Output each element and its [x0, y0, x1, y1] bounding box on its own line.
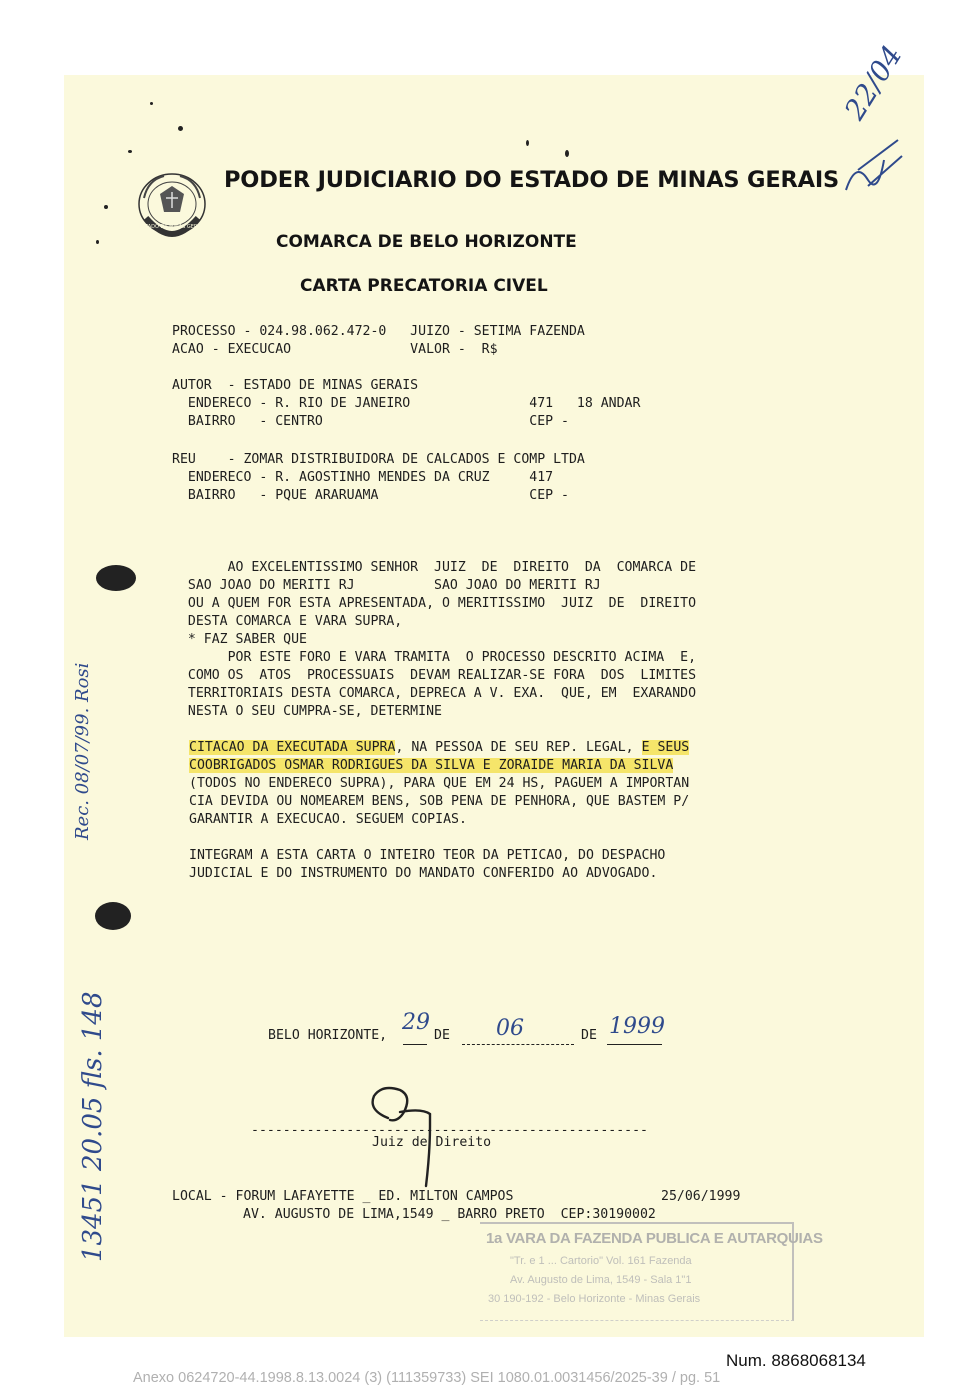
stamp-line: 30 190-192 - Belo Horizonte - Minas Gerais [488, 1293, 701, 1305]
body-line: JUDICIAL E DO INSTRUMENTO DO MANDATO CONFERIDO AO ADVOGADO. [189, 866, 658, 881]
speck [128, 150, 132, 153]
signature-line: -------------------------------------------------- [251, 1123, 648, 1138]
handwritten-day: 29 [402, 1010, 430, 1035]
handwritten-note-folio: 13451 20.05 fls. 148 [78, 991, 108, 1262]
handwritten-month: 06 [496, 1016, 524, 1041]
handwritten-scribble [838, 120, 908, 200]
body-line: INTEGRAM A ESTA CARTA O INTEIRO TEOR DA PETICAO, DO DESPACHO [189, 848, 666, 863]
autor-bairro: BAIRRO - CENTRO CEP - [172, 414, 569, 429]
document-number: Num. 8868068134 [726, 1351, 866, 1370]
acao-line: ACAO - EXECUCAO VALOR - R$ [172, 342, 498, 357]
body-line [189, 739, 689, 757]
court-stamp [480, 1222, 823, 1321]
year-underline [607, 1044, 662, 1045]
body-line: GARANTIR A EXECUCAO. SEGUEM COPIAS. [189, 812, 467, 827]
local-date: 25/06/1999 [661, 1189, 741, 1204]
date-de: DE [434, 1028, 450, 1043]
handwritten-year: 1999 [609, 1014, 665, 1039]
highlighted-text: CITACAO DA EXECUTADA SUPRA [189, 740, 396, 755]
handwritten-note-top: 22/04 [838, 39, 909, 126]
stamp-line: Av. Augusto de Lima, 1549 - Sala 1"1 [510, 1274, 692, 1286]
speck [565, 150, 569, 157]
body-line [189, 757, 673, 775]
punch-hole [96, 565, 136, 591]
coat-of-arms-seal [130, 168, 214, 244]
body-text: , NA PESSOA DE SEU REP. LEGAL, [395, 740, 642, 755]
speck [178, 126, 183, 131]
body-line: TERRITORIAIS DESTA COMARCA, DEPRECA A V. EXA. QUE, EM EXARANDO [172, 686, 697, 701]
autor-line: AUTOR - ESTADO DE MINAS GERAIS [172, 378, 419, 393]
local-address: AV. AUGUSTO DE LIMA,1549 _ BARRO PRETO CEP:30190002 [243, 1207, 656, 1222]
processo-line: PROCESSO - 024.98.062.472-0 JUIZO - SETIMA FAZENDA [172, 324, 585, 339]
body-line: (TODOS NO ENDERECO SUPRA), PARA QUE EM 24 HS, PAGUEM A IMPORTAN [189, 776, 690, 791]
body-line: NESTA O SEU CUMPRA-SE, DETERMINE [172, 704, 442, 719]
date-de: DE [581, 1028, 597, 1043]
speck [96, 240, 99, 244]
annex-reference: Anexo 0624720-44.1998.8.13.0024 (3) (111359733) SEI 1080.01.0031456/2025-39 / pg. 51 [133, 1370, 721, 1386]
document-type-heading: CARTA PRECATORIA CIVEL [300, 276, 548, 296]
stamp-title: 1a VARA DA FAZENDA PUBLICA E AUTARQUIAS [486, 1230, 823, 1247]
comarca-heading: COMARCA DE BELO HORIZONTE [276, 232, 577, 252]
body-line: COMO OS ATOS PROCESSUAIS DEVAM REALIZAR-SE FORA DOS LIMITES [172, 668, 697, 683]
highlighted-text: COOBRIGADOS OSMAR RODRIGUES DA SILVA E ZORAIDE MARIA DA SILVA [189, 758, 674, 773]
highlighted-text: E SEUS [641, 740, 690, 755]
body-line: AO EXCELENTISSIMO SENHOR JUIZ DE DIREITO DA COMARCA DE [172, 560, 697, 575]
speck [150, 102, 153, 105]
reu-endereco: ENDERECO - R. AGOSTINHO MENDES DA CRUZ 417 [172, 470, 554, 485]
body-line: * FAZ SABER QUE [172, 632, 307, 647]
stamp-line: "Tr. e 1 ... Cartorio" Vol. 161 Fazenda [510, 1255, 692, 1267]
reu-bairro: BAIRRO - PQUE ARARUAMA CEP - [172, 488, 569, 503]
body-line: CIA DEVIDA OU NOMEAREM BENS, SOB PENA DE PENHORA, QUE BASTEM P/ [189, 794, 690, 809]
handwritten-note-received: Rec. 08/07/99. Rosi [72, 662, 93, 840]
court-title: PODER JUDICIARIO DO ESTADO DE MINAS GERAIS [224, 167, 840, 193]
body-line: POR ESTE FORO E VARA TRAMITA O PROCESSO DESCRITO ACIMA E, [172, 650, 697, 665]
month-underline [462, 1044, 574, 1045]
seal-text: ESTADO DE MINAS GERAIS [138, 224, 206, 230]
reu-line: REU - ZOMAR DISTRIBUIDORA DE CALCADOS E COMP LTDA [172, 452, 585, 467]
speck [104, 205, 108, 209]
body-line: OU A QUEM FOR ESTA APRESENTADA, O MERITISSIMO JUIZ DE DIREITO [172, 596, 697, 611]
signature-label: Juiz de Direito [372, 1135, 492, 1150]
speck [526, 140, 529, 146]
day-underline [403, 1044, 427, 1045]
body-line: DESTA COMARCA E VARA SUPRA, [172, 614, 403, 629]
autor-endereco: ENDERECO - R. RIO DE JANEIRO 471 18 ANDAR [172, 396, 641, 411]
body-line: SAO JOAO DO MERITI RJ SAO JOAO DO MERITI RJ [172, 578, 601, 593]
punch-hole [95, 902, 131, 930]
local-line: LOCAL - FORUM LAFAYETTE _ ED. MILTON CAMPOS [172, 1189, 514, 1204]
date-city: BELO HORIZONTE, [268, 1028, 388, 1043]
